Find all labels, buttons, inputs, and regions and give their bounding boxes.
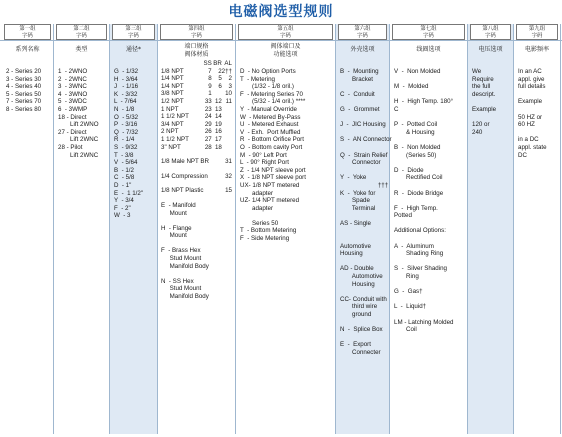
group-subtitle bbox=[236, 42, 335, 64]
port-option-label: 1/8 Male NPT BR bbox=[161, 158, 210, 166]
group-options bbox=[472, 68, 510, 136]
option-line: UZ- 1/4 NPT metered bbox=[240, 197, 300, 205]
group-options bbox=[6, 68, 50, 114]
option-line: Terminal bbox=[340, 204, 376, 212]
option-line bbox=[340, 319, 386, 327]
option-line: Require bbox=[472, 75, 494, 83]
port-code: 14 bbox=[214, 113, 222, 121]
port-code: 17 bbox=[214, 135, 222, 143]
option-line: 50 HZ or bbox=[518, 113, 543, 121]
option-line: F - Side Metering bbox=[240, 235, 290, 243]
option-line: adapter bbox=[240, 204, 274, 212]
group-header bbox=[160, 24, 233, 40]
option-line: & Housing bbox=[394, 128, 435, 136]
group-column-7 bbox=[390, 24, 468, 434]
option-line: Potted bbox=[394, 212, 412, 220]
option-line: N - Splice Box bbox=[340, 326, 383, 334]
option-line: 8 - Series 80 bbox=[6, 105, 42, 113]
option-line: K - 3/32 bbox=[114, 90, 138, 98]
port-option-code: 15 bbox=[225, 187, 232, 195]
group-options bbox=[114, 68, 154, 220]
option-line bbox=[394, 159, 464, 167]
port-code: 27 bbox=[204, 135, 212, 143]
port-table-row bbox=[161, 106, 232, 114]
option-line: K - Yoke for bbox=[340, 189, 376, 197]
option-line: 3 - Series 30 bbox=[6, 75, 42, 83]
option-line: R - 1/4 bbox=[114, 136, 135, 144]
port-code: 9 bbox=[208, 82, 212, 90]
group-header-title: 第二组 bbox=[73, 26, 90, 32]
group-column-9 bbox=[514, 24, 561, 434]
option-line: G - Gas† bbox=[394, 288, 423, 296]
option-line: Ring bbox=[394, 273, 419, 281]
group-header-code: 字码 bbox=[485, 32, 496, 39]
option-line: N - SS Hex bbox=[161, 277, 194, 285]
option-line: ground bbox=[340, 311, 372, 318]
option-line bbox=[340, 334, 386, 342]
group-header bbox=[516, 24, 558, 40]
option-line: M - 90° Left Port bbox=[240, 151, 287, 159]
option-line bbox=[394, 220, 464, 228]
port-code: 12 bbox=[214, 97, 222, 105]
port-size: 3/8 NPT bbox=[161, 90, 184, 98]
port-size: 1 1/2 NPT bbox=[161, 113, 189, 121]
option-line bbox=[394, 258, 464, 266]
group-header bbox=[392, 24, 465, 40]
option-line: F - Metering Series 70 bbox=[240, 90, 303, 98]
option-line: P - Potted Coil bbox=[394, 121, 438, 129]
option-line: full details bbox=[518, 83, 546, 91]
option-line: (1/32 - 1/8 oril.) bbox=[240, 83, 294, 91]
option-line: 1 - 2WNO bbox=[58, 68, 88, 75]
port-size: 1/8 NPT bbox=[161, 67, 184, 75]
group-header bbox=[470, 24, 511, 40]
port-code: 5 bbox=[218, 75, 222, 83]
option-line: Y - Yoke bbox=[340, 174, 367, 182]
group-header-title: 第九组 bbox=[528, 26, 546, 32]
option-line: DC bbox=[518, 151, 527, 159]
port-table-row bbox=[161, 113, 232, 121]
group-header-title: 第八组 bbox=[482, 26, 499, 32]
option-line: R - Diode Bridge bbox=[394, 189, 444, 197]
option-line bbox=[394, 235, 464, 243]
port-option-code: 31 bbox=[225, 158, 232, 166]
group-subtitle-line: 端口规格 bbox=[184, 43, 209, 50]
option-line bbox=[340, 212, 386, 220]
group-options bbox=[394, 68, 464, 334]
group-subtitle-line: 阀体端口及 bbox=[270, 43, 301, 50]
port-code bbox=[222, 121, 232, 129]
option-line: P - 3/16 bbox=[114, 121, 138, 129]
option-line: N - 1/8 bbox=[114, 105, 135, 113]
option-line bbox=[240, 212, 332, 220]
option-line: T - 3/8 bbox=[114, 151, 134, 159]
option-line: 3 - 3WNC bbox=[58, 83, 87, 91]
option-line: D - No Option Ports bbox=[240, 68, 296, 75]
group-header-title: 第四组 bbox=[188, 26, 205, 32]
option-line: Shading Ring bbox=[394, 250, 444, 258]
option-line: S - Silver Shading bbox=[394, 265, 447, 273]
group-subtitle: 系列名称 bbox=[15, 46, 40, 53]
port-option-code: 32 bbox=[225, 172, 232, 180]
option-line: Housing bbox=[340, 250, 363, 258]
option-line: J - JIC Housing bbox=[340, 121, 386, 129]
option-line bbox=[340, 288, 386, 296]
group-header-code: 字码 bbox=[280, 32, 291, 39]
option-line: 5 - Series 50 bbox=[6, 90, 42, 98]
option-line bbox=[518, 129, 557, 137]
option-line: appl. state bbox=[518, 143, 547, 151]
option-line: Automotive bbox=[340, 273, 383, 281]
option-line bbox=[394, 281, 464, 289]
port-table-row bbox=[161, 121, 232, 129]
group-column-8 bbox=[468, 24, 514, 434]
option-line: third wire bbox=[340, 303, 378, 311]
option-line bbox=[340, 144, 386, 152]
port-code: 8 bbox=[208, 75, 212, 83]
option-line: F - 2" bbox=[114, 204, 131, 212]
group-header-title: 第三组 bbox=[125, 26, 142, 32]
option-line bbox=[161, 240, 232, 248]
option-line bbox=[161, 270, 232, 278]
option-line: In an AC bbox=[518, 68, 542, 75]
group-subtitle: 线圈选项 bbox=[416, 46, 441, 53]
port-code bbox=[222, 106, 232, 114]
port-code: 6 bbox=[218, 82, 222, 90]
option-line: C bbox=[394, 105, 399, 113]
option-line: B - Mounting bbox=[340, 68, 379, 75]
option-line bbox=[340, 235, 386, 243]
option-line: H - High Temp. 180° bbox=[394, 98, 454, 106]
option-line: E - 1 1/2" bbox=[114, 189, 144, 197]
option-line: L - 90° Right Port bbox=[240, 159, 290, 167]
option-line: 18 - Direct bbox=[58, 113, 87, 121]
option-line: Connector bbox=[340, 159, 381, 167]
option-line: Example bbox=[518, 98, 543, 106]
port-code: 28 bbox=[204, 143, 212, 151]
option-line bbox=[394, 136, 464, 144]
option-line: B - 1/2 bbox=[114, 166, 134, 174]
option-line: Example bbox=[472, 105, 497, 113]
port-table-row bbox=[161, 90, 232, 98]
option-line: Lift 2WNC bbox=[58, 151, 99, 159]
port-table-col-label: SS bbox=[203, 60, 212, 67]
option-line: appl. give bbox=[518, 75, 545, 83]
group-header-title: 第六组 bbox=[354, 26, 371, 32]
option-line: 6 - 3WMP bbox=[58, 105, 88, 113]
option-line: (Series 50) bbox=[394, 151, 437, 159]
option-line bbox=[394, 182, 464, 190]
option-line: H - 3/64 bbox=[114, 75, 138, 83]
option-line: UX- 1/8 NPT metered bbox=[240, 181, 300, 189]
group-header-code: 字码 bbox=[22, 32, 33, 39]
option-line: Q - 7/32 bbox=[114, 128, 139, 136]
option-line bbox=[394, 76, 464, 84]
option-line: V - 5/64 bbox=[114, 159, 138, 167]
group-subtitle: 通径* bbox=[125, 46, 141, 53]
option-line: 5 - 3WDC bbox=[58, 98, 87, 106]
port-size: 1 NPT bbox=[161, 105, 179, 113]
option-line: V - Exh. Port Muffled bbox=[240, 128, 301, 136]
header-divider bbox=[0, 40, 562, 41]
group-options bbox=[161, 60, 232, 301]
group-subtitle-line: 阀体材质 bbox=[184, 50, 209, 58]
option-line: Series 50 bbox=[240, 219, 279, 227]
group-header bbox=[112, 24, 155, 40]
port-table-row bbox=[161, 75, 232, 83]
port-code bbox=[222, 144, 232, 152]
option-line: C - Conduit bbox=[340, 90, 375, 98]
option-line: E - Export bbox=[340, 341, 371, 349]
group-header bbox=[4, 24, 51, 40]
option-line: Mount bbox=[161, 232, 187, 240]
option-line: Manifold Body bbox=[161, 262, 209, 270]
option-line: 7 - Series 70 bbox=[6, 98, 42, 106]
group-options bbox=[340, 68, 392, 357]
group-subtitle-line: 功能选项 bbox=[273, 50, 298, 58]
port-option-row bbox=[161, 187, 232, 195]
group-column-1 bbox=[2, 24, 54, 434]
option-line: J - 1/16 bbox=[114, 83, 139, 91]
port-option-row bbox=[161, 173, 232, 181]
port-table-row bbox=[161, 128, 232, 136]
option-line: LM - Latching Molded bbox=[394, 318, 454, 326]
option-line: ††† bbox=[340, 181, 389, 189]
option-line: AS - Single bbox=[340, 219, 371, 227]
option-line: AD - Double bbox=[340, 265, 374, 273]
option-line: C - 5/8 bbox=[114, 174, 135, 182]
option-line: T - Metering bbox=[240, 75, 275, 83]
port-code bbox=[222, 113, 232, 121]
option-line: F - High Temp. bbox=[394, 204, 438, 212]
group-column-6 bbox=[336, 24, 390, 434]
option-line bbox=[394, 114, 464, 122]
option-line bbox=[472, 114, 510, 122]
option-line: U - Metered Exhaust bbox=[240, 121, 299, 129]
port-option-row bbox=[161, 158, 232, 166]
group-column-2 bbox=[54, 24, 110, 434]
option-line: Housing bbox=[340, 280, 375, 288]
option-line bbox=[340, 227, 386, 235]
option-line: Z - 1/4 NPT sleeve port bbox=[240, 166, 306, 174]
option-line: Mount bbox=[161, 209, 187, 217]
port-table-row bbox=[161, 144, 232, 152]
option-line: G - 1/32 bbox=[114, 68, 139, 75]
port-code: 10 bbox=[225, 90, 232, 98]
option-line: T - Bottom Metering bbox=[240, 227, 297, 235]
option-line bbox=[340, 129, 386, 137]
option-line: Rectified Coil bbox=[394, 174, 443, 182]
port-code bbox=[222, 136, 232, 144]
option-line: We bbox=[472, 68, 482, 75]
port-code: 23 bbox=[204, 105, 212, 113]
option-line: F - Brass Hex bbox=[161, 247, 201, 255]
port-size: 2 NPT bbox=[161, 128, 179, 136]
group-header-title: 第七组 bbox=[420, 26, 437, 32]
option-line: A - Aluminum bbox=[394, 242, 434, 250]
group-header-code: 字码 bbox=[423, 32, 434, 39]
option-line: Y - Manual Override bbox=[240, 105, 297, 113]
option-line: 60 HZ bbox=[518, 121, 535, 129]
option-line: L - 7/64 bbox=[114, 98, 137, 106]
option-line bbox=[394, 311, 464, 319]
port-code: 29 bbox=[204, 120, 212, 128]
group-subtitle: 外壳选项 bbox=[350, 46, 375, 53]
option-line bbox=[340, 258, 386, 266]
option-line bbox=[394, 91, 464, 99]
option-line: Additional Options: bbox=[394, 227, 446, 235]
group-subtitle: 电影频率 bbox=[524, 46, 549, 53]
port-code: 2†† bbox=[221, 67, 232, 75]
port-size: 3" NPT bbox=[161, 143, 181, 151]
port-table-col-label: AL bbox=[224, 60, 232, 67]
group-header bbox=[238, 24, 333, 40]
port-size: 1/4 NPT bbox=[161, 82, 184, 90]
group-options bbox=[58, 68, 106, 159]
port-code: 13 bbox=[214, 105, 222, 113]
option-line: O - Bottom cavity Port bbox=[240, 143, 303, 151]
port-code: 16 bbox=[214, 128, 222, 136]
option-line: L - Liquid† bbox=[394, 303, 427, 311]
port-table-row bbox=[161, 68, 232, 76]
option-line: 27 - Direct bbox=[58, 128, 87, 136]
option-line: 28 - Pilot bbox=[58, 143, 83, 151]
option-line: Spade bbox=[340, 197, 370, 205]
port-table-row bbox=[161, 136, 232, 144]
option-line: Y - 3/4 bbox=[114, 197, 134, 205]
option-line: Lift 2WNC bbox=[58, 136, 99, 144]
option-line: V - Non Molded bbox=[394, 68, 441, 75]
group-header bbox=[338, 24, 387, 40]
option-line: adapter bbox=[240, 189, 274, 197]
group-subtitle: 类型 bbox=[75, 46, 88, 53]
group-column-5 bbox=[236, 24, 336, 434]
option-line: Lift 2WNO bbox=[58, 121, 99, 129]
option-line bbox=[472, 98, 510, 106]
option-line: O - 5/32 bbox=[114, 113, 139, 121]
option-line: 4 - Series 40 bbox=[6, 83, 42, 91]
group-header-title: 第五组 bbox=[277, 26, 294, 32]
option-line: S - AN Connector bbox=[340, 136, 392, 144]
option-line: X - 1/8 NPT sleeve port bbox=[240, 174, 306, 182]
option-line: Stud Mount bbox=[161, 285, 202, 293]
port-code: 33 bbox=[204, 97, 212, 105]
option-line bbox=[340, 98, 386, 106]
option-line: W - Metered By-Pass bbox=[240, 113, 301, 121]
option-line: B - Non Molded bbox=[394, 143, 441, 151]
group-header bbox=[56, 24, 107, 40]
port-option-label: 1/8 NPT Plastic bbox=[161, 187, 204, 195]
group-header-title: 第一组 bbox=[19, 26, 36, 32]
option-line: Manifold Body bbox=[161, 293, 209, 301]
option-line: in a DC bbox=[518, 136, 539, 144]
group-column-4 bbox=[158, 24, 236, 434]
option-line: H - Flange bbox=[161, 224, 192, 232]
option-line: E - Manifold bbox=[161, 201, 196, 209]
option-line: (5/32 - 1/4 oril.) **** bbox=[240, 98, 306, 106]
port-code: 11 bbox=[225, 97, 232, 105]
option-line: Stud Mount bbox=[161, 255, 202, 263]
option-line: 120 or bbox=[472, 121, 490, 129]
port-option-label: 1/4 Compression bbox=[161, 172, 208, 180]
option-line: 2 - 2WNC bbox=[58, 75, 87, 83]
option-line: M - Molded bbox=[394, 83, 429, 91]
port-code: 24 bbox=[204, 113, 212, 121]
option-line bbox=[340, 167, 386, 175]
port-code: 7 bbox=[208, 67, 212, 75]
port-size: 1/2 NPT bbox=[161, 97, 184, 105]
option-line: Q - Strain Relief bbox=[340, 151, 388, 159]
option-line: Coil bbox=[394, 326, 417, 334]
page-title: 电磁阀选型规则 bbox=[228, 4, 334, 20]
option-line: D - Diode bbox=[394, 166, 424, 174]
option-line bbox=[394, 197, 464, 205]
option-line: W - 3 bbox=[114, 212, 131, 220]
option-line: Connecter bbox=[340, 348, 381, 356]
option-line: G - Grommet bbox=[340, 105, 380, 113]
port-code: 3 bbox=[228, 82, 232, 90]
port-code: 26 bbox=[204, 128, 212, 136]
group-header-code: 字码 bbox=[128, 32, 139, 39]
option-line bbox=[161, 217, 232, 225]
port-size: 1 1/2 NPT bbox=[161, 135, 189, 143]
port-code bbox=[212, 90, 222, 98]
port-code bbox=[222, 128, 232, 136]
group-header-code: 字码 bbox=[76, 32, 87, 39]
port-code: 19 bbox=[214, 120, 222, 128]
option-line: S - 9/32 bbox=[114, 143, 138, 151]
option-line: Automotive bbox=[340, 242, 371, 250]
port-table-row bbox=[161, 83, 232, 91]
option-line: CC- Conduit with bbox=[340, 295, 387, 303]
option-line: descript. bbox=[472, 90, 496, 98]
group-options bbox=[240, 68, 332, 243]
option-line: R - Bottom Orifice Port bbox=[240, 136, 304, 144]
port-code: 18 bbox=[214, 143, 222, 151]
group-column-3 bbox=[110, 24, 158, 434]
option-line: 4 - 3WNO bbox=[58, 90, 88, 98]
port-code: 1 bbox=[208, 90, 212, 98]
group-header-code: 字码 bbox=[191, 32, 202, 39]
option-line: D - 1" bbox=[114, 181, 132, 189]
option-line bbox=[340, 114, 386, 122]
option-line: Bracket bbox=[340, 75, 374, 83]
port-table-header bbox=[161, 60, 232, 68]
option-line: the full bbox=[472, 83, 491, 91]
port-code: 2 bbox=[218, 67, 222, 75]
group-header-code: 字码 bbox=[531, 32, 543, 39]
option-line bbox=[518, 106, 557, 114]
option-line bbox=[518, 91, 557, 99]
port-table-row bbox=[161, 98, 232, 106]
option-line bbox=[394, 296, 464, 304]
port-table-col-label: BR bbox=[213, 60, 222, 67]
option-line: 2 - Series 20 bbox=[6, 68, 42, 75]
port-size: 3/4 NPT bbox=[161, 120, 184, 128]
option-line: 240 bbox=[472, 128, 483, 136]
group-options bbox=[518, 68, 557, 159]
option-line bbox=[340, 83, 386, 91]
group-subtitle: 电压选项 bbox=[478, 46, 503, 53]
port-size: 1/4 NPT bbox=[161, 75, 184, 83]
group-header-code: 字码 bbox=[357, 32, 368, 39]
port-code: 2 bbox=[228, 75, 232, 83]
